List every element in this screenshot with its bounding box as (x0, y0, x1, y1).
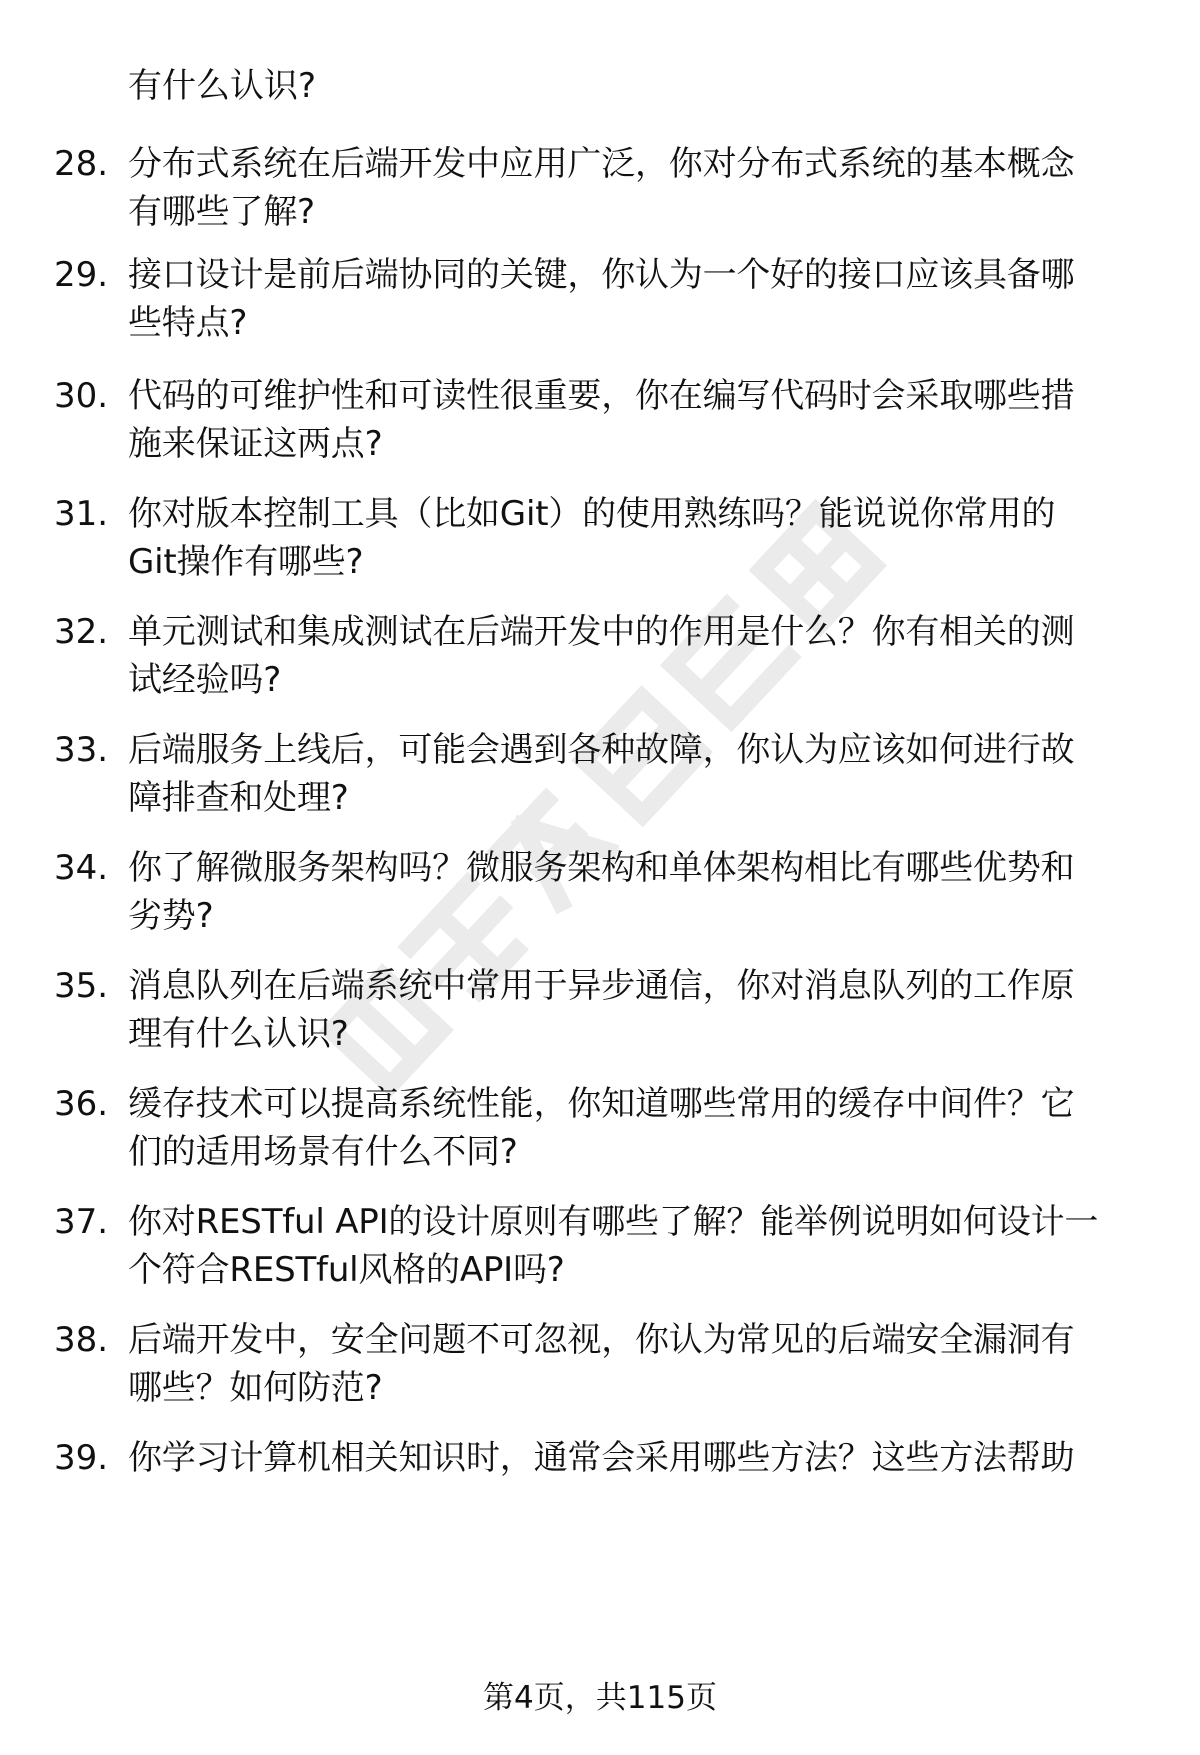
question-text-line: 有哪些了解? (128, 192, 315, 232)
question-number: 36. (54, 1084, 109, 1124)
question-text-line: 单元测试和集成测试在后端开发中的作用是什么？你有相关的测 (128, 612, 1075, 652)
question-number: 37. (54, 1202, 109, 1242)
question-item (0, 1080, 1200, 1190)
question-text-line: 缓存技术可以提高系统性能，你知道哪些常用的缓存中间件？它 (128, 1084, 1075, 1124)
question-item (0, 726, 1200, 836)
question-text-line: 分布式系统在后端开发中应用广泛，你对分布式系统的基本概念 (128, 144, 1075, 184)
question-text-line: 接口设计是前后端协同的关键，你认为一个好的接口应该具备哪 (128, 255, 1075, 295)
question-number: 34. (54, 848, 109, 888)
continued-question-text: 有什么认识? (128, 66, 317, 106)
question-text-line: 些特点? (128, 303, 248, 343)
question-text-line: 你对RESTful API的设计原则有哪些了解？能举例说明如何设计一 (128, 1202, 1099, 1242)
question-number: 31. (54, 494, 109, 534)
question-item (0, 1198, 1200, 1308)
question-number: 33. (54, 730, 109, 770)
question-number: 32. (54, 612, 109, 652)
question-item (0, 844, 1200, 954)
question-text-line: 试经验吗? (128, 660, 282, 700)
question-text-line: 障排查和处理? (128, 778, 349, 818)
question-number: 38. (54, 1320, 109, 1360)
question-text-line: 施来保证这两点? (128, 424, 383, 464)
page-number-footer: 第4页，共115页 (483, 1680, 717, 1716)
question-item (0, 490, 1200, 600)
question-text-line: 代码的可维护性和可读性很重要，你在编写代码时会采取哪些措 (128, 376, 1075, 416)
question-text-line: 你学习计算机相关知识时，通常会采用哪些方法？这些方法帮助 (128, 1438, 1075, 1478)
question-number: 28. (54, 144, 109, 184)
question-number: 30. (54, 376, 109, 416)
question-item (0, 962, 1200, 1072)
question-text-line: 个符合RESTful风格的API吗? (128, 1250, 565, 1290)
question-item (0, 1434, 1200, 1544)
question-number: 29. (54, 255, 109, 295)
question-item (0, 608, 1200, 718)
question-item (0, 140, 1200, 250)
question-text-line: 你了解微服务架构吗？微服务架构和单体架构相比有哪些优势和 (128, 848, 1075, 888)
question-text-line: 们的适用场景有什么不同? (128, 1132, 518, 1172)
question-text-line: 劣势? (128, 896, 214, 936)
question-item (0, 251, 1200, 361)
question-text-line: 后端服务上线后，可能会遇到各种故障，你认为应该如何进行故 (128, 730, 1075, 770)
question-item (0, 372, 1200, 482)
question-text-line: 后端开发中，安全问题不可忽视，你认为常见的后端安全漏洞有 (128, 1320, 1075, 1360)
question-number: 39. (54, 1438, 109, 1478)
question-text-line: 哪些？如何防范? (128, 1368, 383, 1408)
question-text-line: 理有什么认识? (128, 1014, 349, 1054)
question-text-line: 消息队列在后端系统中常用于异步通信，你对消息队列的工作原 (128, 966, 1075, 1006)
question-item (0, 1316, 1200, 1426)
question-text-line: Git操作有哪些? (128, 542, 364, 582)
question-number: 35. (54, 966, 109, 1006)
question-text-line: 你对版本控制工具（比如Git）的使用熟练吗？能说说你常用的 (128, 494, 1056, 534)
